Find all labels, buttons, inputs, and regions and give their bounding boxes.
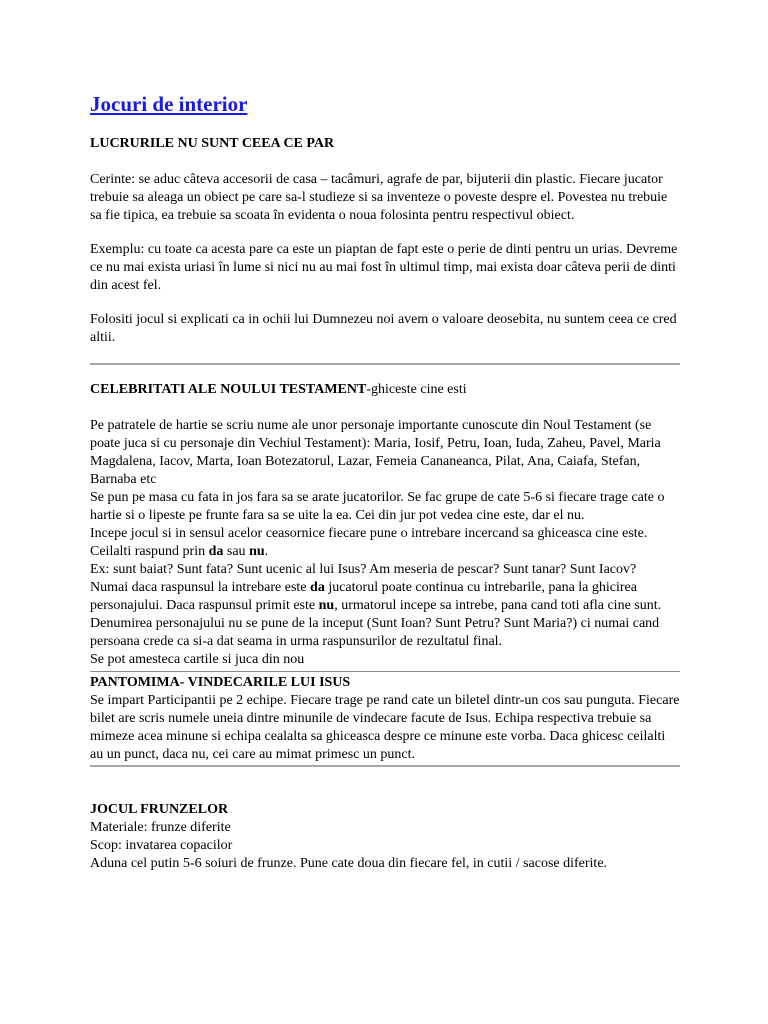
paragraph-cerinte: Cerinte: se aduc câteva accesorii de casa – tacâmuri, agrafe de par, bijuterii din plastic. Fiecare jucator trebuie sa aleaga un obiect pe care sa-l studieze si sa inventeze o poveste despre el. Povestea nu trebuie sa fie tipica, ea trebuie sa scoata în evidenta o noua folosinta pentru respectivul obiect. — [90, 172, 668, 223]
paragraph-ex: Ex: sunt baiat? Sunt fata? Sunt ucenic al lui Isus? Am meseria de pescar? Sunt tanar? Sunt Iacov? — [90, 562, 637, 577]
section-celebritati — [90, 381, 680, 669]
section-heading-lucrurile: LUCRURILE NU SUNT CEEA CE PAR — [90, 136, 335, 151]
line-materiale: Materiale: frunze diferite — [90, 820, 231, 835]
section-pantomima — [90, 674, 680, 764]
section-heading-pantomima: PANTOMIMA- VINDECARILE LUI ISUS — [90, 675, 351, 690]
line-scop: Scop: invatarea copacilor — [90, 838, 233, 853]
text-run: . — [264, 544, 269, 559]
section-frunze — [90, 801, 680, 873]
paragraph-folositi: Folositi jocul si explicati ca in ochii lui Dumnezeu noi avem o valoare deosebita, nu suntem ceea ce cred altii. — [90, 312, 677, 345]
paragraph-numai — [90, 579, 680, 615]
text-run: sau — [223, 544, 250, 559]
text-run: , urmatorul incepe sa intrebe, pana cand toti afla cine sunt. — [334, 598, 662, 613]
text-run: jucatorul poate continua cu intrebarile, pana la ghicirea personajului. Daca raspunsul primit este — [90, 580, 637, 613]
paragraph-incepe — [90, 525, 680, 561]
paragraph-pantomima: Se impart Participantii pe 2 echipe. Fiecare trage pe rand cate un biletel dintr-un cos sau punguta. Fiecare bilet are scris numele uneia dintre minunile de vindecare facute de Isus. Echipa respectiva trebuie sa mimeze acea minune si echipa cealalta sa ghiceasca despre ce minune este vorba. Daca ghicesc ceilalti au un punct, daca nu, cei care au mimat primesc un punct. — [90, 693, 680, 762]
paragraph-se-pun: Se pun pe masa cu fata in jos fara sa se arate jucatorilor. Se fac grupe de cate 5-6 si fiecare trage cate o hartie si o lipeste pe frunte fara sa se uite la ea. Cei din jur pot vedea cine este, dar el nu. — [90, 490, 665, 523]
bold-da: da — [310, 580, 325, 595]
section-heading-celebritati — [90, 381, 680, 399]
paragraph-denumirea: Denumirea personajului nu se pune de la inceput (Sunt Ioan? Sunt Petru? Sunt Maria?) ci numai cand persoana crede ca si-a dat seama in urma raspunsurilor de rezultatul final. — [90, 616, 660, 649]
paragraph-amesteca: Se pot amesteca cartile si juca din nou — [90, 652, 305, 667]
bold-nu: nu — [249, 544, 265, 559]
text-run: Numai daca raspunsul la intrebare este — [90, 580, 311, 595]
paragraph-patratele: Pe patratele de hartie se scriu nume ale unor personaje importante cunoscute din Noul Testament (se poate juca si cu personaje din Vechiul Testament): Maria, Iosif, Petru, Ioan, Iuda, Zaheu, Pavel, Maria Magdalena, Iacov, Marta, Ioan Botezatorul, Lazar, Femeia Cananeanca, Pilat, Ana, Caiafa, Stefan, Barnaba etc — [90, 418, 661, 487]
page-title-link[interactable]: Jocuri de interior — [90, 92, 248, 116]
document-page — [90, 92, 680, 873]
bold-da: da — [208, 544, 224, 559]
line-aduna: Aduna cel putin 5-6 soiuri de frunze. Pune cate doua din fiecare fel, in cutii / sacose diferite. — [90, 856, 608, 871]
section-heading-frunze: JOCUL FRUNZELOR — [90, 802, 229, 817]
heading-main: CELEBRITATI ALE NOULUI TESTAMENT — [90, 382, 367, 397]
heading-suffix: -ghiceste cine esti — [366, 382, 467, 397]
bold-nu: nu — [318, 598, 335, 613]
text-run: Incepe jocul si in sensul acelor ceasornice fiecare pune o intrebare incercand sa ghiceasca cine este. Ceilalti raspund prin — [90, 526, 648, 559]
section-lucrurile — [90, 135, 680, 347]
paragraph-exemplu: Exemplu: cu toate ca acesta pare ca este un piaptan de fapt este o perie de dinti pentru un urias. Devreme ce nu mai exista uriasi în lume si nici nu au mai fost în ultimul timp, mai exista doar câteva perii de dinti din acest fel. — [90, 242, 678, 293]
